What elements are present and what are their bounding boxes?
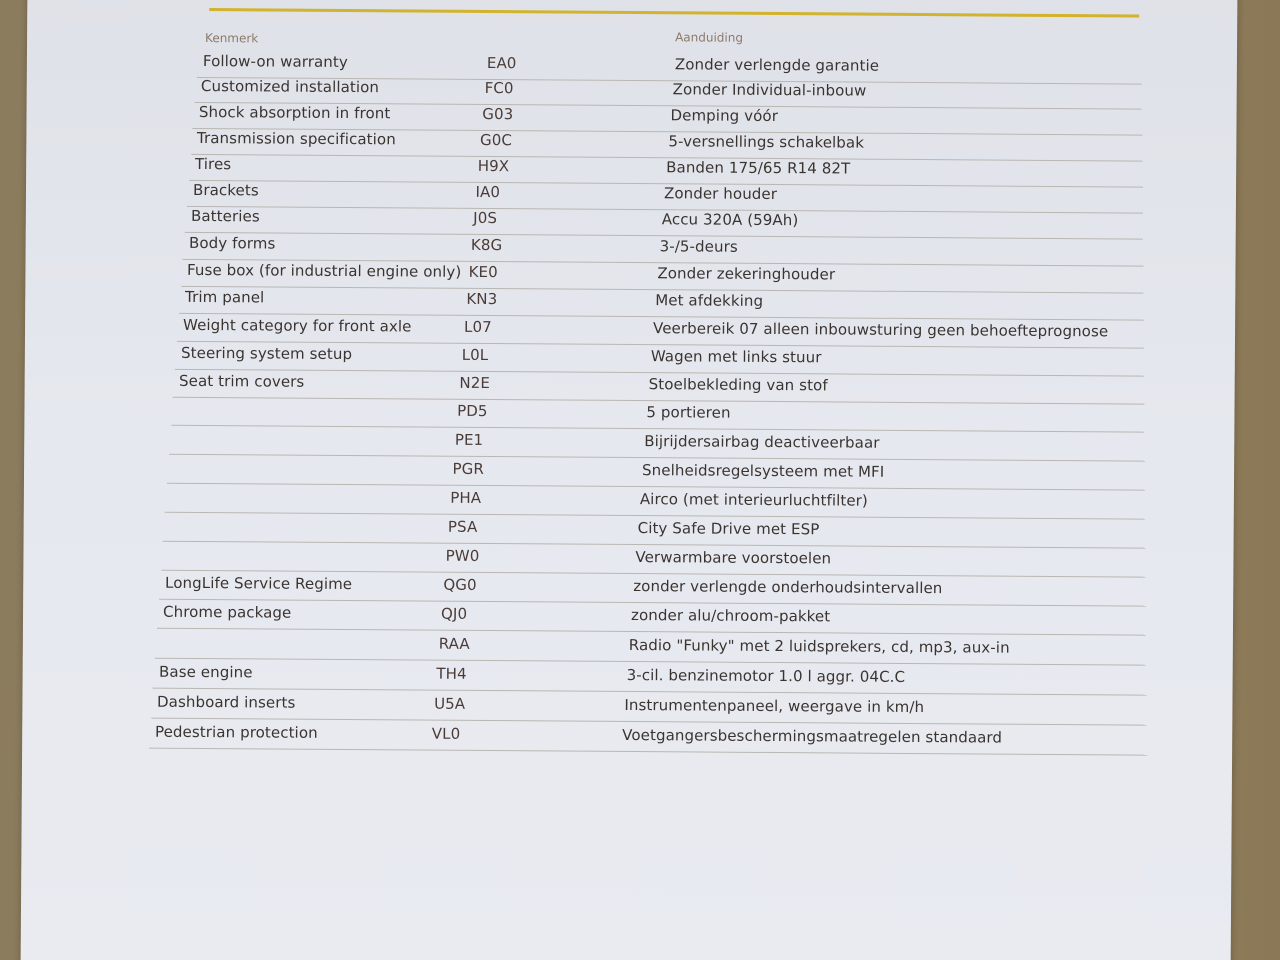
- designation-cell: Zonder verlengde garantie: [674, 55, 880, 75]
- feature-cell: Pedestrian protection: [154, 722, 318, 742]
- feature-cell: Shock absorption in front: [198, 102, 391, 123]
- designation-cell: Radio "Funky" met 2 luidsprekers, cd, mp3, aux-in: [628, 636, 1010, 657]
- designation-cell: Verwarmbare voorstoelen: [635, 548, 832, 568]
- designation-cell: 3-cil. benzinemotor 1.0 l aggr. 04C.C: [626, 665, 906, 686]
- designation-cell: Zonder houder: [663, 184, 778, 204]
- feature-cell: Steering system setup: [181, 343, 353, 364]
- designation-cell: Zonder zekeringhouder: [657, 264, 836, 284]
- table-row: [163, 516, 1146, 549]
- table-row: [177, 316, 1144, 349]
- table-row: [153, 663, 1147, 696]
- code-cell: PGR: [452, 459, 485, 478]
- table-row: [151, 693, 1147, 726]
- designation-cell: zonder alu/chroom-pakket: [630, 606, 831, 626]
- code-cell: IA0: [475, 182, 501, 202]
- feature-cell: Transmission specification: [196, 128, 396, 149]
- designation-cell: Met afdekking: [655, 291, 764, 310]
- code-cell: PW0: [445, 546, 480, 565]
- feature-cell: Base engine: [158, 662, 253, 682]
- feature-cell: Body forms: [188, 233, 276, 253]
- code-cell: PSA: [447, 517, 478, 536]
- spec-table: [21, 0, 1238, 960]
- designation-cell: Instrumentenpaneel, weergave in km/h: [624, 695, 925, 717]
- designation-cell: Stoelbekleding van stof: [648, 375, 828, 395]
- feature-cell: LongLife Service Regime: [165, 573, 353, 594]
- code-cell: PD5: [457, 401, 488, 421]
- designation-cell: City Safe Drive met ESP: [637, 519, 820, 539]
- code-cell: PHA: [450, 488, 482, 507]
- table-row: [167, 458, 1145, 491]
- code-cell: EA0: [486, 53, 517, 73]
- code-cell: QJ0: [440, 604, 468, 623]
- code-cell: PE1: [454, 430, 484, 449]
- designation-cell: Banden 175/65 R14 82T: [666, 158, 851, 178]
- feature-cell: Weight category for front axle: [183, 315, 412, 336]
- feature-cell: Dashboard inserts: [156, 692, 296, 712]
- designation-cell: 5-versnellings schakelbak: [668, 132, 865, 152]
- feature-cell: Tires: [194, 154, 232, 174]
- designation-cell: Veerbereik 07 alleen inbouwsturing geen behoefteprognose: [652, 319, 1109, 341]
- code-cell: KN3: [466, 289, 498, 309]
- code-cell: L07: [464, 317, 492, 337]
- designation-cell: Airco (met interieurluchtfilter): [639, 490, 868, 510]
- table-row: [165, 487, 1145, 520]
- code-cell: VL0: [431, 724, 461, 743]
- table-row: [155, 633, 1146, 666]
- table-row: [179, 288, 1144, 321]
- table-row: [173, 372, 1145, 405]
- feature-cell: Batteries: [190, 206, 260, 226]
- designation-cell: Accu 320A (59Ah): [661, 210, 799, 230]
- designation-cell: Wagen met links stuur: [650, 347, 822, 367]
- feature-cell: Chrome package: [163, 602, 292, 622]
- designation-cell: Demping vóór: [670, 106, 779, 126]
- table-row: [157, 603, 1146, 636]
- designation-cell: 3-/5-deurs: [659, 237, 738, 256]
- code-cell: TH4: [436, 664, 467, 683]
- table-row: [159, 574, 1146, 607]
- code-cell: U5A: [434, 694, 466, 713]
- code-cell: J0S: [473, 208, 498, 228]
- row-divider: [149, 748, 1147, 756]
- code-cell: L0L: [461, 345, 489, 365]
- table-row: [175, 344, 1144, 377]
- feature-cell: Seat trim covers: [179, 371, 305, 391]
- feature-cell: Brackets: [192, 180, 259, 200]
- feature-cell: Customized installation: [200, 77, 380, 97]
- code-cell: KE0: [468, 262, 498, 282]
- code-cell: RAA: [438, 634, 470, 653]
- code-cell: G0C: [479, 130, 513, 150]
- designation-cell: Snelheidsregelsysteem met MFI: [642, 461, 885, 481]
- designation-cell: zonder verlengde onderhoudsintervallen: [633, 577, 943, 598]
- code-cell: K8G: [470, 235, 503, 255]
- code-cell: QG0: [443, 575, 477, 594]
- designation-cell: Zonder Individual-inbouw: [672, 80, 867, 100]
- designation-cell: Voetgangersbeschermingsmaatregelen standaard: [622, 725, 1003, 747]
- column-header-designation: Aanduiding: [675, 30, 744, 45]
- feature-cell: Fuse box (for industrial engine only): [186, 260, 462, 281]
- table-row: [169, 429, 1145, 462]
- code-cell: G03: [482, 104, 514, 124]
- code-cell: N2E: [459, 373, 491, 393]
- code-cell: H9X: [477, 156, 510, 176]
- feature-cell: Trim panel: [185, 287, 265, 307]
- table-row: [161, 545, 1146, 578]
- feature-cell: Follow-on warranty: [202, 52, 348, 72]
- printed-sheet: [21, 0, 1238, 960]
- table-row: [171, 400, 1145, 433]
- designation-cell: 5 portieren: [646, 403, 731, 422]
- table-row: [149, 723, 1147, 756]
- code-cell: FC0: [484, 78, 514, 98]
- designation-cell: Bijrijdersairbag deactiveerbaar: [644, 432, 880, 452]
- column-header-feature: Kenmerk: [205, 31, 259, 46]
